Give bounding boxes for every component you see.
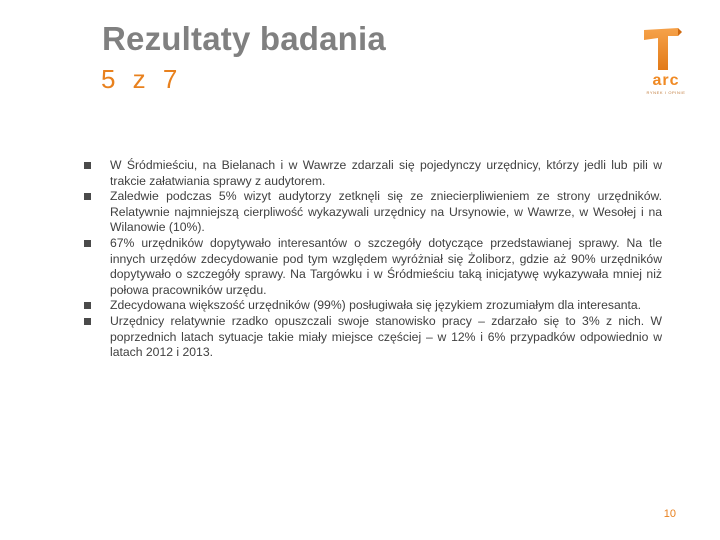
slide-title: Rezultaty badania [102,20,386,57]
bullet-text: W Śródmieściu, na Bielanach i w Wawrze zdarzali się pojedynczy urzędnicy, którzy jedli lub pili w trakcie załatwiania sprawy z audytorem. [110,158,662,188]
square-bullet-icon [84,302,91,309]
bullet-item [84,314,662,361]
bullet-list [84,158,662,361]
arc-logo [638,24,700,96]
arc-logo-mark-icon [638,24,694,72]
bullet-item [84,189,662,236]
slide-subtitle: 5 z 7 [101,64,183,94]
page-number: 10 [663,508,676,520]
bullet-text: Urzędnicy relatywnie rzadko opuszczali swoje stanowisko pracy – zdarzało się to 3% z nich. W poprzednich latach sytuacje takie miały miejsce częściej – w 12% i 6% przypadków odpowiednio w latach 2012 i 2013. [110,313,662,360]
bullet-item [84,236,662,298]
square-bullet-icon [84,193,91,200]
logo-text: arc [652,72,680,89]
square-bullet-icon [84,318,91,325]
bullet-text: Zaledwie podczas 5% wizyt audytorzy zetknęli się ze zniecierpliwieniem ze strony urzędników. Relatywnie najmniejszą cierpliwość wykazywali urzędnicy na Ursynowie, w Wawrze, w Wesołej i na Wilanowie (10%). [110,189,662,235]
bullet-text: 67% urzędników dopytywało interesantów o szczegóły dotyczące przedstawianej sprawy. Na tle innych urzędów zdecydowanie pod tym względem wyróżniał się Żoliborz, gdzie aż 90% urzędników dopytywało o szczegóły sprawy. Na Targówku i w Śródmieściu taką inicjatywę wykazywała mniej niż połowa pracowników urzędu. [110,235,662,297]
bullet-item [84,158,662,189]
square-bullet-icon [84,240,91,247]
square-bullet-icon [84,162,91,169]
bullet-item [84,298,662,314]
bullet-text: Zdecydowana większość urzędników (99%) posługiwała się językiem zrozumiałym dla interesanta. [110,298,642,313]
logo-subtext: RYNEK I OPINIE [646,90,686,95]
